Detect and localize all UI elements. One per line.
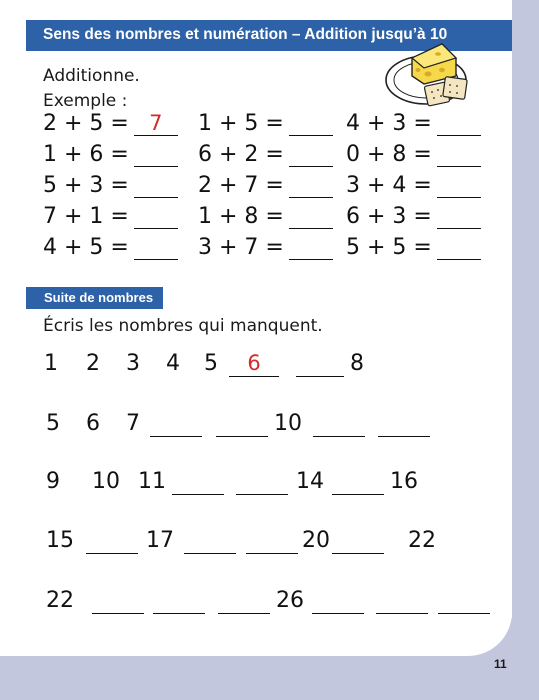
- answer-blank[interactable]: [134, 235, 178, 260]
- sequence-blank[interactable]: [246, 527, 298, 554]
- answer-blank[interactable]: [437, 204, 481, 229]
- sequence-blank[interactable]: [184, 527, 236, 554]
- sequence-blank[interactable]: [296, 350, 344, 377]
- sequence-blank[interactable]: [92, 587, 144, 614]
- cheese-and-crackers-icon: [384, 40, 474, 112]
- sequence-blank[interactable]: [313, 410, 365, 437]
- equation-text: 7 + 1 =: [43, 204, 129, 229]
- answer-blank[interactable]: [134, 111, 178, 136]
- equation-text: 6 + 2 =: [198, 142, 284, 167]
- equation-text: 1 + 6 =: [43, 142, 129, 167]
- addition-equation: [198, 142, 333, 172]
- sequence-number: 2: [86, 351, 100, 376]
- sequence-blank[interactable]: [172, 468, 224, 495]
- sequence-blank[interactable]: [312, 587, 364, 614]
- sequence-blank[interactable]: [216, 410, 268, 437]
- addition-equation: [198, 235, 333, 265]
- sequence-blank[interactable]: 6: [229, 350, 279, 377]
- sequence-number: 22: [46, 588, 74, 613]
- sequence-blank[interactable]: [236, 468, 288, 495]
- sequence-number: 16: [390, 469, 418, 494]
- sequence-number: 14: [296, 469, 324, 494]
- addition-equation: [198, 204, 333, 234]
- addition-equation: [346, 173, 481, 203]
- sequence-number: 1: [44, 351, 58, 376]
- equation-text: 1 + 8 =: [198, 204, 284, 229]
- answer-blank[interactable]: [289, 142, 333, 167]
- answer-value: 7: [149, 111, 163, 135]
- answer-blank[interactable]: [437, 235, 481, 260]
- sequence-number: 17: [146, 528, 174, 553]
- sequence-blank[interactable]: [438, 587, 490, 614]
- sequence-number: 4: [166, 351, 180, 376]
- equation-text: 1 + 5 =: [198, 111, 284, 136]
- answer-blank[interactable]: [134, 142, 178, 167]
- page-number: 11: [494, 657, 507, 671]
- equation-text: 2 + 7 =: [198, 173, 284, 198]
- sequence-blank[interactable]: [150, 410, 202, 437]
- answer-blank[interactable]: [134, 204, 178, 229]
- sequence-number: 6: [86, 411, 100, 436]
- sequence-number: 10: [274, 411, 302, 436]
- equation-text: 5 + 3 =: [43, 173, 129, 198]
- sequence-number: 15: [46, 528, 74, 553]
- answer-blank[interactable]: [289, 204, 333, 229]
- addition-equation: [346, 204, 481, 234]
- side-band: [512, 0, 539, 700]
- answer-blank[interactable]: [437, 173, 481, 198]
- sequence-blank[interactable]: [332, 468, 384, 495]
- equation-text: 3 + 7 =: [198, 235, 284, 260]
- sequence-blank[interactable]: [153, 587, 205, 614]
- equation-text: 5 + 5 =: [346, 235, 432, 260]
- sequence-blank[interactable]: [378, 410, 430, 437]
- answer-blank[interactable]: [289, 235, 333, 260]
- sequence-instruction: Écris les nombres qui manquent.: [43, 316, 323, 336]
- sequence-number: 11: [138, 469, 166, 494]
- equation-text: 4 + 5 =: [43, 235, 129, 260]
- addition-equation: [43, 204, 178, 234]
- sequence-blank[interactable]: [332, 527, 384, 554]
- sequence-number: 10: [92, 469, 120, 494]
- addition-equation: [198, 111, 333, 141]
- addition-equation: [43, 235, 178, 265]
- answer-blank[interactable]: [289, 173, 333, 198]
- sequence-blank[interactable]: [218, 587, 270, 614]
- sequence-number: 26: [276, 588, 304, 613]
- addition-equation: [346, 142, 481, 172]
- page-title: Sens des nombres et numération – Addition jusqu’à 10: [43, 26, 448, 43]
- sequence-number: 9: [46, 469, 60, 494]
- sequence-blank[interactable]: [376, 587, 428, 614]
- sequence-blank[interactable]: [86, 527, 138, 554]
- sequence-number: 7: [126, 411, 140, 436]
- sequence-number: 8: [350, 351, 364, 376]
- addition-equation: [43, 111, 178, 141]
- equation-text: 6 + 3 =: [346, 204, 432, 229]
- sequence-number: 22: [408, 528, 436, 553]
- equation-text: 2 + 5 =: [43, 111, 129, 136]
- addition-equation: [346, 111, 481, 141]
- equation-text: 3 + 4 =: [346, 173, 432, 198]
- addition-equation: [346, 235, 481, 265]
- answer-blank[interactable]: [437, 142, 481, 167]
- addition-equation: [198, 173, 333, 203]
- example-label: Exemple :: [43, 91, 128, 111]
- equation-text: 4 + 3 =: [346, 111, 432, 136]
- addition-instruction: Additionne.: [43, 66, 140, 86]
- addition-equation: [43, 142, 178, 172]
- section-title: Suite de nombres: [44, 290, 154, 305]
- sequence-number: 5: [204, 351, 218, 376]
- answer-blank[interactable]: [289, 111, 333, 136]
- sequence-number: 20: [302, 528, 330, 553]
- answer-blank[interactable]: [134, 173, 178, 198]
- answer-blank[interactable]: [437, 111, 481, 136]
- sequence-number: 3: [126, 351, 140, 376]
- addition-equation: [43, 173, 178, 203]
- sequence-number: 5: [46, 411, 60, 436]
- equation-text: 0 + 8 =: [346, 142, 432, 167]
